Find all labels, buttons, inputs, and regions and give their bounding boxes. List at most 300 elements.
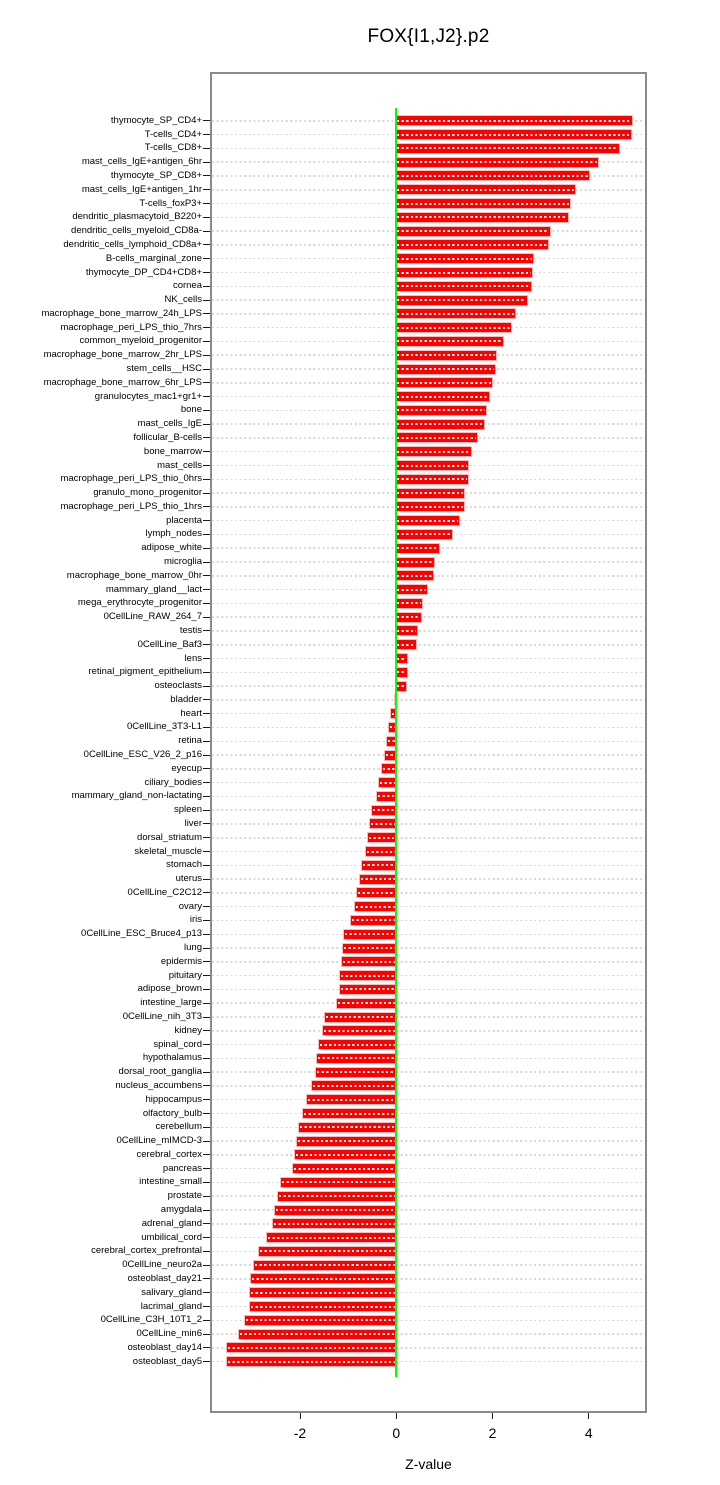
y-axis-tick <box>203 768 210 769</box>
bar-hatch-line <box>397 354 495 356</box>
y-axis-label: common_myeloid_progenitor <box>79 335 202 347</box>
gridline <box>212 837 645 839</box>
bar <box>396 461 468 470</box>
bar <box>344 930 397 939</box>
bar <box>267 1233 396 1242</box>
bar <box>396 447 471 456</box>
zero-line <box>395 108 397 1377</box>
y-axis-tick <box>203 644 210 645</box>
bar-hatch-line <box>397 630 416 632</box>
y-axis-tick <box>203 355 210 356</box>
y-axis-tick <box>203 1017 210 1018</box>
y-axis-tick <box>203 272 210 273</box>
y-axis-label: skeletal_muscle <box>134 845 202 857</box>
y-axis-tick <box>203 1044 210 1045</box>
y-axis-label: T-cells_CD8+ <box>144 142 202 154</box>
y-axis-tick <box>203 534 210 535</box>
y-axis-label: 0CellLine_C2C12 <box>127 886 202 898</box>
y-axis-tick <box>203 410 210 411</box>
y-axis-tick <box>203 1085 210 1086</box>
gridline <box>212 754 645 756</box>
y-axis-label: thymocyte_SP_CD8+ <box>110 169 202 181</box>
bar <box>337 999 397 1008</box>
y-axis-label: eyecup <box>171 762 202 774</box>
bar <box>368 833 396 842</box>
y-axis-label: 0CellLine_RAW_264_7 <box>103 611 202 623</box>
bar-hatch-line <box>397 244 547 246</box>
bar <box>396 282 531 291</box>
bar-hatch-line <box>326 1016 396 1018</box>
y-axis-tick <box>203 134 210 135</box>
bar-hatch-line <box>397 589 426 591</box>
y-axis-label: spleen <box>174 804 202 816</box>
bar <box>342 957 396 966</box>
y-axis-label: osteoblast_day21 <box>127 1272 202 1284</box>
bar <box>396 254 533 263</box>
bar <box>370 819 396 828</box>
bar <box>362 861 397 870</box>
y-axis-tick <box>203 548 210 549</box>
y-axis-label: iris <box>189 914 202 926</box>
gridline <box>212 1058 645 1060</box>
y-axis-label: macrophage_peri_LPS_thio_7hrs <box>60 321 202 333</box>
bar <box>396 323 511 332</box>
x-axis-tick <box>396 1413 397 1419</box>
y-axis-label: 0CellLine_min6 <box>136 1328 202 1340</box>
y-axis-label: nucleus_accumbens <box>115 1079 202 1091</box>
x-axis-tick <box>588 1413 589 1419</box>
gridline <box>212 865 645 867</box>
y-axis-label: T-cells_foxP3+ <box>139 197 202 209</box>
bar <box>250 1302 396 1311</box>
gridline <box>212 1154 645 1156</box>
y-axis-label: lung <box>184 942 202 953</box>
y-axis-label: lacrimal_gland <box>140 1300 202 1312</box>
y-axis-tick <box>203 1141 210 1142</box>
bar <box>319 1040 396 1049</box>
plot-area <box>210 72 647 1413</box>
bar <box>396 185 575 194</box>
x-axis-tick <box>300 1413 301 1419</box>
y-axis-tick <box>203 1058 210 1059</box>
bar <box>297 1137 396 1146</box>
bar-hatch-line <box>397 203 568 205</box>
y-axis-tick <box>203 1154 210 1155</box>
bar <box>343 944 396 953</box>
y-axis-label: adipose_brown <box>137 983 202 995</box>
y-axis-label: epidermis <box>160 955 202 967</box>
y-axis-tick <box>203 1003 210 1004</box>
bar-hatch-line <box>397 285 530 287</box>
bar <box>307 1095 396 1104</box>
y-axis-label: 0CellLine_mIMCD-3 <box>116 1135 202 1146</box>
y-axis-label: 0CellLine_nih_3T3 <box>122 1011 202 1022</box>
y-axis-tick <box>203 865 210 866</box>
y-axis-tick <box>203 823 210 824</box>
x-tick-label: 0 <box>392 1425 401 1441</box>
y-axis-label: mast_cells_IgE+antigen_6hr <box>81 156 202 168</box>
y-axis-tick <box>203 562 210 563</box>
bar <box>340 985 396 994</box>
y-axis-label: macrophage_peri_LPS_thio_1hrs <box>60 500 202 512</box>
y-axis-label: mast_cells_IgE+antigen_1hr <box>81 183 202 195</box>
bar <box>323 1026 396 1035</box>
bar <box>227 1357 396 1366</box>
y-axis-tick <box>203 217 210 218</box>
y-axis-tick <box>203 796 210 797</box>
bar-hatch-line <box>358 892 395 894</box>
y-axis-tick <box>203 396 210 397</box>
bar-hatch-line <box>317 1071 395 1073</box>
bar <box>396 171 589 180</box>
bar-hatch-line <box>397 492 463 494</box>
y-axis-tick <box>203 1223 210 1224</box>
bar <box>396 351 496 360</box>
y-axis-label: B-cells_marginal_zone <box>105 252 202 264</box>
bar-hatch-line <box>397 299 526 301</box>
y-axis-tick <box>203 258 210 259</box>
bar-hatch-line <box>397 533 451 535</box>
bar-hatch-line <box>356 906 395 908</box>
y-axis-label: prostate <box>167 1190 202 1202</box>
bar-hatch-line <box>294 1168 396 1170</box>
gridline <box>212 934 645 936</box>
bar <box>316 1068 396 1077</box>
y-axis-tick <box>203 451 210 452</box>
bar <box>317 1054 396 1063</box>
bar-hatch-line <box>397 451 470 453</box>
gridline <box>212 672 645 674</box>
bar <box>396 489 464 498</box>
y-axis-label: cerebellum <box>155 1121 202 1133</box>
bar <box>396 392 489 401</box>
y-axis-tick <box>203 244 210 245</box>
bar-hatch-line <box>228 1347 395 1349</box>
bar <box>396 365 495 374</box>
y-axis-label: uterus <box>175 873 202 885</box>
bar-hatch-line <box>397 437 476 439</box>
bar <box>239 1330 396 1339</box>
gridline <box>212 644 645 646</box>
bar-hatch-line <box>268 1237 395 1239</box>
bar-hatch-line <box>308 1099 395 1101</box>
y-axis-tick <box>203 727 210 728</box>
bar-hatch-line <box>397 216 566 218</box>
y-axis-tick <box>203 589 210 590</box>
y-axis-label: liver <box>184 817 202 829</box>
gridline <box>212 961 645 963</box>
bar-hatch-line <box>397 189 574 191</box>
y-axis-label: olfactory_bulb <box>142 1107 202 1119</box>
gridline <box>212 1182 645 1184</box>
y-axis-tick <box>203 630 210 631</box>
gridline <box>212 658 645 660</box>
y-axis-tick <box>203 1334 210 1335</box>
y-axis-tick <box>203 1237 210 1238</box>
y-axis-label: bladder <box>170 693 202 705</box>
gridline <box>212 1099 645 1101</box>
bar-hatch-line <box>378 795 396 797</box>
bar <box>396 268 532 277</box>
bar-hatch-line <box>260 1250 396 1252</box>
bar <box>396 682 406 691</box>
y-axis-tick <box>203 162 210 163</box>
bar <box>281 1178 396 1187</box>
y-axis-tick <box>203 189 210 190</box>
y-axis-tick <box>203 658 210 659</box>
y-axis-tick <box>203 382 210 383</box>
y-axis-tick <box>203 920 210 921</box>
y-axis-label: dendritic_cells_myeloid_CD8a- <box>71 225 202 237</box>
y-axis-tick <box>203 493 210 494</box>
bar-hatch-line <box>397 134 630 136</box>
y-axis-label: macrophage_bone_marrow_2hr_LPS <box>43 349 202 361</box>
gridline <box>212 796 645 798</box>
bar-hatch-line <box>397 575 432 577</box>
y-axis-tick <box>203 617 210 618</box>
y-axis-label: macrophage_bone_marrow_24h_LPS <box>41 307 202 319</box>
bar <box>396 227 550 236</box>
bar-hatch-line <box>397 175 588 177</box>
bar <box>355 902 396 911</box>
bar-hatch-line <box>352 919 396 921</box>
y-axis-tick <box>203 1265 210 1266</box>
y-axis-label: testis <box>179 624 202 636</box>
bar-hatch-line <box>246 1319 396 1321</box>
x-axis-tick <box>492 1413 493 1419</box>
bar-hatch-line <box>251 1292 395 1294</box>
y-axis-tick <box>203 286 210 287</box>
gridline <box>212 1071 645 1073</box>
bar-hatch-line <box>318 1057 395 1059</box>
bar-hatch-line <box>282 1181 395 1183</box>
y-axis-label: dendritic_cells_lymphoid_CD8a+ <box>63 238 202 250</box>
bar-hatch-line <box>397 658 406 660</box>
bar-hatch-line <box>345 933 396 935</box>
y-axis-label: placenta <box>166 514 202 526</box>
bar <box>372 806 397 815</box>
y-axis-tick <box>203 1278 210 1279</box>
y-axis-label: granulocytes_mac1+gr1+ <box>94 390 202 402</box>
bar-hatch-line <box>397 602 421 604</box>
y-axis-label: granulo_mono_progenitor <box>93 487 202 498</box>
y-axis-tick <box>203 782 210 783</box>
bar <box>303 1109 396 1118</box>
bar-hatch-line <box>361 878 396 880</box>
bar <box>312 1081 397 1090</box>
gridline <box>212 878 645 880</box>
bar-hatch-line <box>373 809 396 811</box>
bar-hatch-line <box>380 782 395 784</box>
gridline <box>212 741 645 743</box>
gridline <box>212 989 645 991</box>
bar-hatch-line <box>304 1113 395 1115</box>
gridline <box>212 1168 645 1170</box>
bar <box>396 502 463 511</box>
bar-hatch-line <box>397 506 462 508</box>
bar-hatch-line <box>324 1030 395 1032</box>
bar-hatch-line <box>341 975 395 977</box>
y-axis-tick <box>203 437 210 438</box>
y-axis-label: mammary_gland_non-lactating <box>71 790 202 802</box>
bar <box>357 888 396 897</box>
bar <box>396 668 407 677</box>
y-axis-label: dorsal_striatum <box>137 831 202 843</box>
y-axis-tick <box>203 989 210 990</box>
y-axis-tick <box>203 1251 210 1252</box>
bar-hatch-line <box>397 547 438 549</box>
bar <box>396 599 422 608</box>
bar <box>396 130 631 139</box>
y-axis-label: mast_cells <box>157 459 202 471</box>
bar <box>275 1206 396 1215</box>
gridline <box>212 1140 645 1142</box>
x-tick-label: 2 <box>488 1425 497 1441</box>
bar-hatch-line <box>397 520 458 522</box>
bar-hatch-line <box>338 1002 396 1004</box>
y-axis-tick <box>203 741 210 742</box>
gridline <box>212 589 645 591</box>
bar <box>396 571 433 580</box>
y-axis-label: intestine_large <box>140 997 202 1009</box>
bar <box>254 1261 396 1270</box>
bar-hatch-line <box>397 478 467 480</box>
y-axis-tick <box>203 1361 210 1362</box>
y-axis-tick <box>203 699 210 700</box>
y-axis-label: bone_marrow <box>143 445 202 457</box>
x-axis-title: Z-value <box>405 1456 452 1472</box>
bar <box>396 378 492 387</box>
bar <box>259 1247 397 1256</box>
bar-hatch-line <box>252 1278 395 1280</box>
y-axis-tick <box>203 1320 210 1321</box>
y-axis-tick <box>203 851 210 852</box>
y-axis-label: thymocyte_SP_CD4+ <box>110 114 202 126</box>
y-axis-label: adipose_white <box>141 542 202 554</box>
bar <box>396 199 569 208</box>
y-axis-label: mega_erythrocyte_progenitor <box>77 597 202 609</box>
bar <box>227 1343 396 1352</box>
bar-hatch-line <box>397 423 483 425</box>
bar <box>396 640 416 649</box>
y-axis-tick <box>203 479 210 480</box>
gridline <box>212 1127 645 1129</box>
bar <box>396 530 452 539</box>
y-axis-label: lens <box>184 652 202 664</box>
y-axis-label: amygdala <box>160 1204 202 1215</box>
bar-hatch-line <box>397 644 415 646</box>
gridline <box>212 685 645 687</box>
y-axis-label: osteoblast_day14 <box>127 1341 202 1353</box>
y-axis-label: mast_cells_IgE <box>137 418 202 430</box>
bar <box>299 1123 397 1132</box>
y-axis-label: stomach <box>166 859 202 871</box>
y-axis-label: macrophage_peri_LPS_thio_0hrs <box>60 473 202 485</box>
gridline <box>212 1030 645 1032</box>
bar-hatch-line <box>397 230 549 232</box>
gridline <box>212 947 645 949</box>
y-axis-tick <box>203 1099 210 1100</box>
bar-hatch-line <box>300 1126 396 1128</box>
bar <box>396 544 439 553</box>
y-axis-tick <box>203 313 210 314</box>
y-axis-label: osteoblast_day5 <box>132 1355 202 1367</box>
y-axis-label: hypothalamus <box>142 1052 202 1064</box>
bar-hatch-line <box>397 616 420 618</box>
y-axis-tick <box>203 755 210 756</box>
gridline <box>212 782 645 784</box>
bar-hatch-line <box>386 754 395 756</box>
y-axis-tick <box>203 810 210 811</box>
bar <box>278 1192 396 1201</box>
gridline <box>212 975 645 977</box>
bar <box>396 406 486 415</box>
bar <box>396 309 515 318</box>
y-axis-label: salivary_gland <box>141 1286 202 1298</box>
y-axis-tick <box>203 1292 210 1293</box>
y-axis-tick <box>203 520 210 521</box>
gridline <box>212 768 645 770</box>
bar <box>396 213 567 222</box>
y-axis-label: dendritic_plasmacytoid_B220+ <box>72 211 202 223</box>
y-axis-label: mammary_gland__lact <box>105 583 202 595</box>
y-axis-tick <box>203 672 210 673</box>
y-axis-label: cerebral_cortex_prefrontal <box>91 1245 202 1257</box>
gridline <box>212 1016 645 1018</box>
gridline <box>212 699 645 701</box>
gridline <box>212 851 645 853</box>
bar-hatch-line <box>397 258 532 260</box>
y-axis-tick <box>203 148 210 149</box>
bar-hatch-line <box>397 685 405 687</box>
bar-hatch-line <box>397 147 618 149</box>
y-axis-tick <box>203 341 210 342</box>
y-axis-label: NK_cells <box>164 294 202 305</box>
y-axis-tick <box>203 369 210 370</box>
y-axis-tick <box>203 424 210 425</box>
y-axis-tick <box>203 948 210 949</box>
y-axis-label: ovary <box>178 900 202 912</box>
bar-hatch-line <box>397 382 491 384</box>
bar-hatch-line <box>344 947 395 949</box>
bar-hatch-line <box>343 961 395 963</box>
bar-hatch-line <box>397 327 510 329</box>
bar-hatch-line <box>388 740 395 742</box>
bar-hatch-line <box>341 988 395 990</box>
bar <box>251 1274 396 1283</box>
x-tick-label: -2 <box>293 1425 307 1441</box>
y-axis-tick <box>203 231 210 232</box>
bar <box>396 558 434 567</box>
y-axis-tick <box>203 1030 210 1031</box>
y-axis-label: intestine_small <box>139 1176 202 1188</box>
y-axis-label: 0CellLine_ESC_Bruce4_p13 <box>81 928 202 940</box>
bar-hatch-line <box>397 340 501 342</box>
bar-hatch-line <box>397 396 488 398</box>
bar <box>325 1013 397 1022</box>
y-axis-tick <box>203 1182 210 1183</box>
bar <box>245 1316 397 1325</box>
y-axis-tick <box>203 1210 210 1211</box>
y-axis-label: dorsal_root_ganglia <box>118 1066 202 1078</box>
bar-hatch-line <box>251 1306 395 1308</box>
y-axis-label: ciliary_bodies <box>144 776 202 788</box>
bar-hatch-line <box>255 1264 395 1266</box>
y-axis-label: umbilical_cord <box>141 1231 202 1243</box>
y-axis-tick <box>203 713 210 714</box>
bar <box>377 792 397 801</box>
gridline <box>212 713 645 715</box>
